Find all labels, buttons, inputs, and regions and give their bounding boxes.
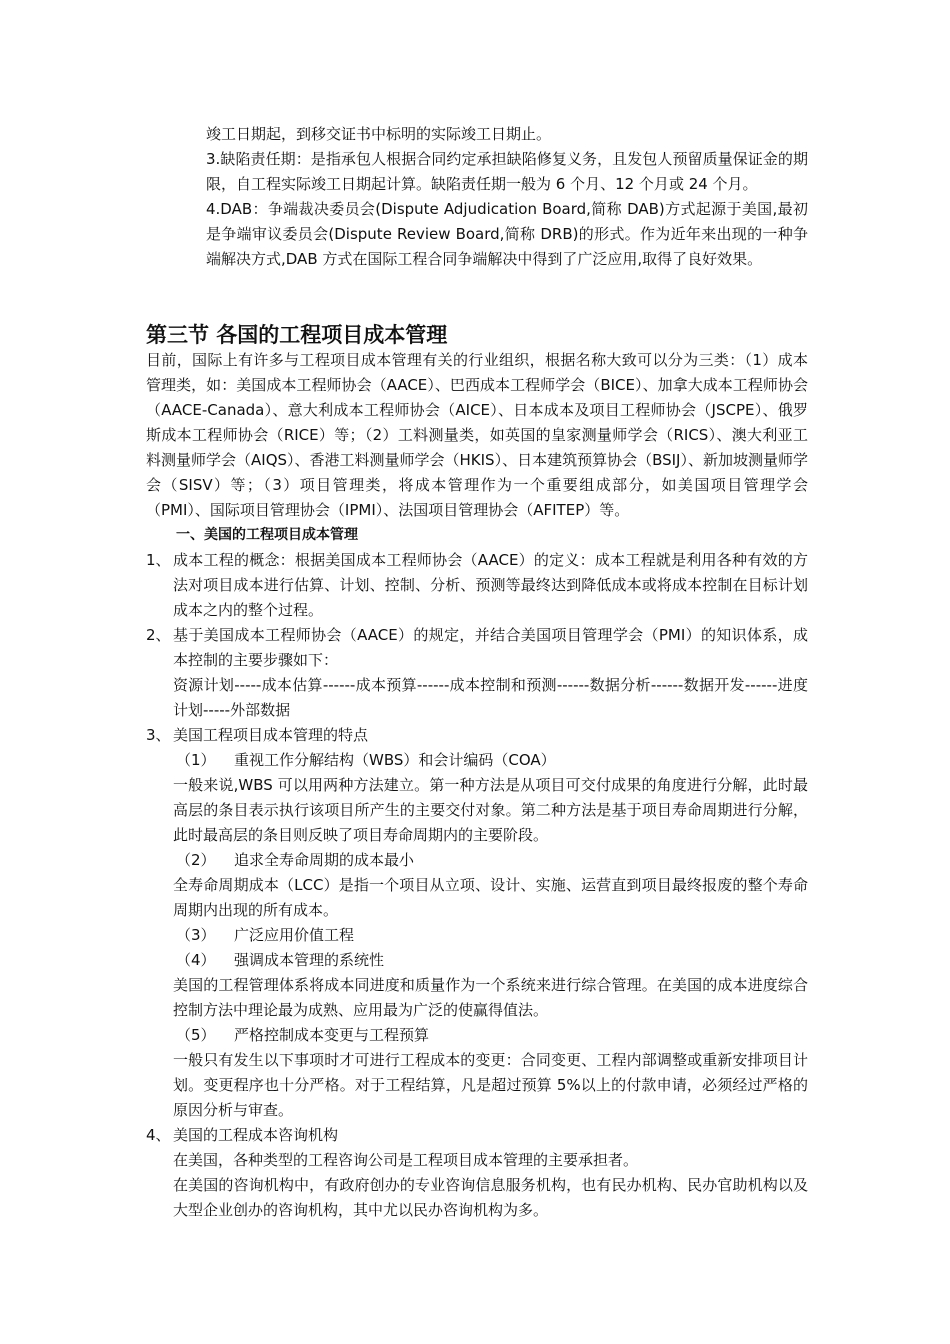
sub-item-number: （4）	[176, 951, 216, 969]
sub-item	[176, 923, 808, 948]
item-number: 1、	[146, 551, 171, 569]
sub-item	[176, 748, 808, 773]
paragraph: 竣工日期起，到移交证书中标明的实际竣工日期止。	[206, 125, 552, 143]
sub-item-body: 一般来说,WBS 可以用两种方法建立。第一种方法是从项目可交付成果的角度进行分解，此时最高层的条目表示执行该项目所产生的主要交付对象。第二种方法是基于项目寿命周期进行分解，此时最高层的条目则反映了项目寿命周期内的主要阶段。	[173, 776, 808, 844]
sub-item-title: 严格控制成本变更与工程预算	[234, 1026, 430, 1044]
numbered-list	[146, 548, 808, 1223]
cost-control-steps: 资源计划-----成本估算------成本预算------成本控制和预测------数据分析------数据开发------进度计划-----外部数据	[173, 676, 808, 719]
list-item	[146, 548, 808, 623]
sub-item-number: （1）	[176, 751, 216, 769]
subsection-title: 一、美国的工程项目成本管理	[176, 527, 358, 543]
sub-item-title: 强调成本管理的系统性	[234, 951, 385, 969]
sub-item-number: （2）	[176, 851, 216, 869]
item-number: 4、	[146, 1126, 171, 1144]
item-paragraph: 在美国，各种类型的工程咨询公司是工程项目成本管理的主要承担者。	[173, 1151, 639, 1169]
list-item	[146, 723, 808, 1123]
item-number: 3、	[146, 726, 171, 744]
list-item	[146, 1123, 808, 1223]
sub-item	[176, 1023, 808, 1048]
section-title: 第三节 各国的工程项目成本管理	[146, 323, 448, 347]
sub-item-body: 一般只有发生以下事项时才可进行工程成本的变更：合同变更、工程内部调整或重新安排项目计划。变更程序也十分严格。对于工程结算，凡是超过预算 5%以上的付款申请，必须经过严格的原因分析与审查。	[173, 1051, 808, 1119]
list-item	[146, 623, 808, 723]
item-text: 美国工程项目成本管理的特点	[173, 726, 369, 744]
paragraph: 3.缺陷责任期：是指承包人根据合同约定承担缺陷修复义务，且发包人预留质量保证金的期限，自工程实际竣工日期起计算。缺陷责任期一般为 6 个月、12 个月或 24 个月。	[206, 150, 808, 193]
sub-item	[176, 848, 808, 873]
sub-item-number: （5）	[176, 1026, 216, 1044]
sub-item-number: （3）	[176, 926, 216, 944]
item-paragraph: 在美国的咨询机构中，有政府创办的专业咨询信息服务机构，也有民办机构、民办官助机构以及大型企业创办的咨询机构，其中尤以民办咨询机构为多。	[173, 1176, 808, 1219]
sub-item-body: 美国的工程管理体系将成本同进度和质量作为一个系统来进行综合管理。在美国的成本进度综合控制方法中理论最为成熟、应用最为广泛的使赢得值法。	[173, 976, 808, 1019]
continued-definitions	[206, 122, 808, 272]
paragraph: 4.DAB：争端裁决委员会(Dispute Adjudication Board,简称 DAB)方式起源于美国,最初是争端审议委员会(Dispute Review Board,简称 DRB)的形式。作为近年来出现的一种争端解决方式,DAB 方式在国际工程合同争端解决中得到了广泛应用,取得了良好效果。	[206, 200, 808, 268]
item-text: 成本工程的概念：根据美国成本工程师协会（AACE）的定义：成本工程就是利用各种有效的方法对项目成本进行估算、计划、控制、分析、预测等最终达到降低成本或将成本控制在目标计划成本之内的整个过程。	[173, 551, 808, 619]
item-number: 2、	[146, 626, 171, 644]
item-text: 美国的工程成本咨询机构	[173, 1126, 339, 1144]
intro-paragraph: 目前，国际上有许多与工程项目成本管理有关的行业组织，根据名称大致可以分为三类：（1）成本管理类，如：美国成本工程师协会（AACE）、巴西成本工程师学会（BICE）、加拿大成本工程师协会（AACE-Canada）、意大利成本工程师协会（AICE）、日本成本及项目工程师协会（JSCPE）、俄罗斯成本工程师协会（RICE）等；（2）工料测量类，如英国的皇家测量师学会（RICS）、澳大利亚工料测量师学会（AIQS）、香港工料测量师学会（HKIS）、日本建筑预算协会（BSIJ）、新加坡测量师学会（SISV）等；（3）项目管理类，将成本管理作为一个重要组成部分，如美国项目管理学会（PMI）、国际项目管理协会（IPMI）、法国项目管理协会（AFITEP）等。	[146, 351, 808, 519]
sub-item-title: 广泛应用价值工程	[234, 926, 355, 944]
sub-item-title: 追求全寿命周期的成本最小	[234, 851, 415, 869]
sub-item	[176, 948, 808, 973]
sub-item-title: 重视工作分解结构（WBS）和会计编码（COA）	[234, 751, 556, 769]
item-text: 基于美国成本工程师协会（AACE）的规定，并结合美国项目管理学会（PMI）的知识体系，成本控制的主要步骤如下：	[173, 626, 808, 669]
sub-item-body: 全寿命周期成本（LCC）是指一个项目从立项、设计、实施、运营直到项目最终报废的整个寿命周期内出现的所有成本。	[173, 876, 808, 919]
